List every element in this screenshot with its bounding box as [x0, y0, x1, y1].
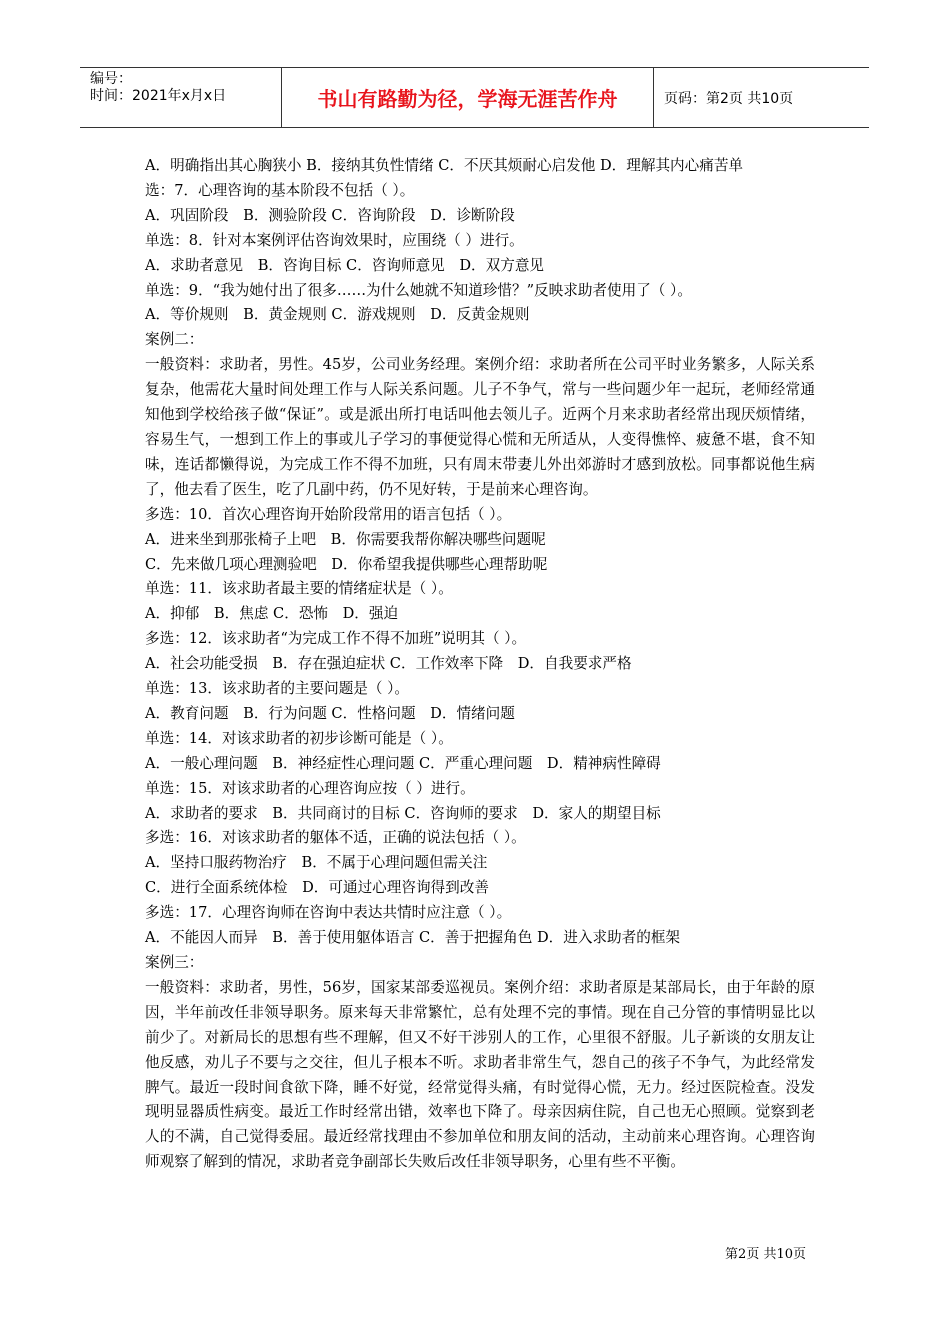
text-line: A．不能因人而异 B．善于使用躯体语言 C．善于把握角色 D．进入求助者的框架 [145, 929, 681, 947]
page-footer: 第2页 共10页 [725, 1247, 806, 1262]
text-line: 单选：13．该求助者的主要问题是（ ）。 [145, 680, 410, 698]
text-line: 单选：8．针对本案例评估咨询效果时，应围绕（ ）进行。 [145, 231, 524, 249]
text-line: A．求助者意见 B．咨询目标 C．咨询师意见 D．双方意见 [145, 256, 545, 274]
text-line: 多选：10．首次心理咨询开始阶段常用的语言包括（ ）。 [145, 505, 512, 523]
text-line: A．抑郁 B．焦虑 C．恐怖 D．强迫 [145, 605, 399, 623]
text-line: 多选：16．对该求助者的躯体不适，正确的说法包括（ ）。 [145, 829, 526, 847]
text-line: 单选：11．该求助者最主要的情绪症状是（ ）。 [145, 580, 453, 598]
text-line: A．巩固阶段 B．测验阶段 C．咨询阶段 D．诊断阶段 [145, 206, 515, 224]
header-motto: 书山有路勤为径，学海无涯苦作舟 [282, 68, 654, 127]
header-meta [80, 68, 282, 127]
text-line: A．明确指出其心胸狭小 B．接纳其负性情绪 C．不厌其烦耐心启发他 D．理解其内心痛苦单 [145, 157, 744, 174]
document-body [145, 154, 815, 1175]
text-line: 多选：17．心理咨询师在咨询中表达共情时应注意（ ）。 [145, 904, 512, 922]
text-line: 单选：9．“我为她付出了很多……为什么她就不知道珍惜？”反映求助者使用了（ ）。 [145, 281, 692, 299]
page-header [80, 67, 869, 128]
text-line: A．坚持口服药物治疗 B．不属于心理问题但需关注 [145, 854, 488, 872]
text-line: A．社会功能受损 B．存在强迫症状 C．工作效率下降 D．自我要求严格 [145, 655, 632, 673]
text-line: 多选：12．该求助者“为完成工作不得不加班”说明其（ ）。 [145, 630, 527, 648]
text-line: A．一般心理问题 B．神经症性心理问题 C．严重心理问题 D．精神病性障碍 [145, 754, 661, 772]
header-page-number: 页码：第2页 共10页 [664, 90, 794, 107]
case-heading: 案例三： [145, 954, 204, 971]
text-line: 选：7．心理咨询的基本阶段不包括（ ）。 [145, 181, 415, 199]
text-line: C．进行全面系统体检 D．可通过心理咨询得到改善 [145, 879, 489, 897]
text-line: A．教育问题 B．行为问题 C．性格问题 D．情绪问题 [145, 704, 515, 722]
case-three-paragraph: 一般资料：求助者，男性，56岁，国家某部委巡视员。案例介绍：求助者原是某部局长，由于年龄的原因，半年前改任非领导职务。原来每天非常繁忙，总有处理不完的事情。现在自己分管的事情明显比以前少了。对新局长的思想有些不理解，但又不好干涉别人的工作，心里很不舒服。儿子新谈的女朋友让他反感，劝儿子不要与之交往，但儿子根本不听。求助者非常生气，怨自己的孩子不争气，为此经常发脾气。最近一段时间食欲下降，睡不好觉，经常觉得头痛，有时觉得心慌，无力。经过医院检查。没发现明显器质性病变。最近工作时经常出错，效率也下降了。母亲因病住院，自己也无心照顾。觉察到老人的不满，自己觉得委屈。最近经常找理由不参加单位和朋友间的活动，主动前来心理咨询。心理咨询师观察了解到的情况，求助者竞争副部长失败后改任非领导职务，心里有些不平衡。 [145, 978, 815, 1171]
document-date-label: 时间：2021年x月x日 [90, 88, 227, 104]
text-line: A．求助者的要求 B．共同商讨的目标 C．咨询师的要求 D．家人的期望目标 [145, 804, 661, 822]
case-heading: 案例二： [145, 331, 204, 349]
text-line: A．进来坐到那张椅子上吧 B．你需要我帮你解决哪些问题呢 [145, 530, 546, 548]
text-line: C．先来做几项心理测验吧 D．你希望我提供哪些心理帮助呢 [145, 555, 548, 573]
document-number-label: 编号： [90, 71, 132, 87]
text-line: 单选：14．对该求助者的初步诊断可能是（ ）。 [145, 729, 453, 747]
text-line: 单选：15．对该求助者的心理咨询应按（ ）进行。 [145, 779, 475, 797]
text-line: A．等价规则 B．黄金规则 C．游戏规则 D．反黄金规则 [145, 306, 530, 324]
case-two-paragraph: 一般资料：求助者，男性。45岁，公司业务经理。案例介绍：求助者所在公司平时业务繁多，人际关系复杂，他需花大量时间处理工作与人际关系问题。儿子不争气，常与一些问题少年一起玩，老师经常通知他到学校给孩子做“保证”。或是派出所打电话叫他去领儿子。近两个月来求助者经常出现厌烦情绪，容易生气，一想到工作上的事或儿子学习的事便觉得心慌和无所适从，人变得憔悴、疲惫不堪，食不知味，连话都懒得说，为完成工作不得不加班，只有周末带妻儿外出郊游时才感到放松。同事都说他生病了，他去看了医生，吃了几副中药，仍不见好转，于是前来心理咨询。 [145, 356, 815, 498]
